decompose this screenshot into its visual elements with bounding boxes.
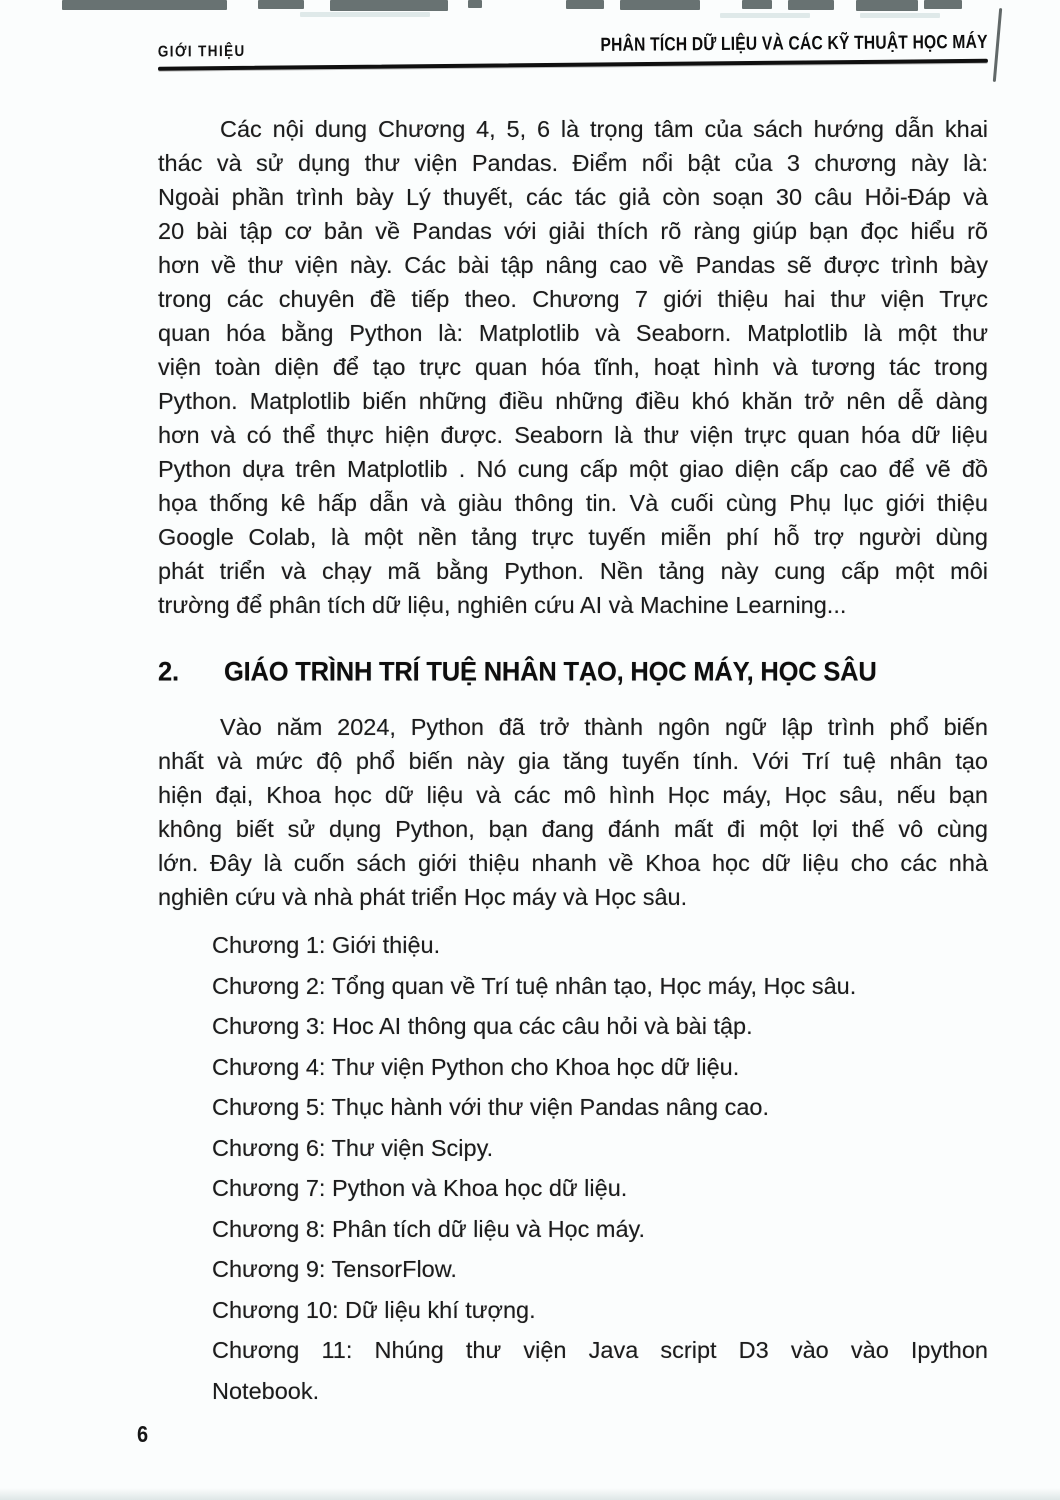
page-number: 6	[137, 1422, 149, 1448]
chapter-list-item: Chương 11: Nhúng thư viện Java script D3 vào vào Ipython	[212, 1337, 988, 1363]
section-title: GIÁO TRÌNH TRÍ TUỆ NHÂN TẠO, HỌC MÁY, HỌC SÂU	[224, 657, 877, 687]
running-header	[158, 33, 988, 70]
scan-artifact-bar	[566, 0, 604, 9]
page-body	[158, 112, 988, 1414]
header-book-title: PHÂN TÍCH DỮ LIỆU VÀ CÁC KỸ THUẬT HỌC MÁY	[600, 31, 988, 56]
chapter-list-item: Notebook.	[212, 1377, 320, 1404]
scan-artifact-bar	[788, 0, 834, 10]
paragraph-line: Các nội dung Chương 4, 5, 6 là trọng tâm của sách hướng dẫn khai	[220, 116, 988, 142]
chapter-list-item: Chương 5: Thục hành với thư viện Pandas nâng cao.	[212, 1094, 770, 1120]
section-heading	[158, 653, 988, 691]
scan-artifact-bar	[330, 0, 448, 11]
intro-paragraph	[158, 112, 988, 622]
scan-artifact-bar	[924, 0, 962, 9]
scan-artifact-bar	[468, 0, 482, 8]
section-paragraph	[158, 710, 988, 914]
scan-artifact-bar	[720, 13, 810, 18]
paragraph-line: Python. Matplotlib biến những điều những điều khó khăn trở nên dễ dàng	[158, 388, 988, 414]
paragraph-line: Ngoài phần trình bày Lý thuyết, các tác giả còn soạn 30 câu Hỏi-Đáp và	[158, 184, 988, 210]
chapter-list-item: Chương 10: Dữ liệu khí tượng.	[212, 1296, 536, 1323]
paragraph-line: nhất và mức độ phổ biến này gia tăng tuyến tính. Với Trí tuệ nhân tạo	[158, 748, 988, 774]
chapter-list-item: Chương 6: Thư viện Scipy.	[212, 1134, 494, 1161]
header-section-title: GIỚI THIỆU	[157, 42, 246, 61]
paragraph-line: phát triển và chạy mã bằng Python. Nền tảng này cung cấp một môi	[158, 558, 988, 584]
scan-artifact-bar	[300, 12, 430, 17]
scan-artifact-bar	[742, 0, 772, 9]
scan-artifact-bar	[62, 0, 227, 10]
paragraph-line: 20 bài tập cơ bản về Pandas với giải thích rõ ràng giúp bạn đọc hiểu rõ	[158, 218, 988, 244]
scan-top-edge-artifacts	[0, 0, 1060, 22]
paragraph-line: Vào năm 2024, Python đã trở thành ngôn ngữ lập trình phổ biến	[220, 714, 988, 740]
scan-artifact-bar	[856, 0, 918, 11]
paragraph-line: không biết sử dụng Python, bạn đang đánh mất đi một lợi thế vô cùng	[158, 816, 988, 842]
chapter-list-item: Chương 2: Tổng quan về Trí tuệ nhân tạo, Học máy, Học sâu.	[212, 972, 857, 999]
section-number: 2.	[158, 657, 179, 687]
chapter-list-item: Chương 1: Giới thiệu.	[212, 932, 441, 958]
paragraph-line: họa thống kê hấp dẫn và giàu thông tin. Và cuối cùng Phụ lục giới thiệu	[158, 490, 988, 516]
paragraph-line: Google Colab, là một nền tảng trực tuyến miễn phí hỗ trợ người dùng	[158, 524, 988, 550]
paragraph-line: nghiên cứu và nhà phát triển Học máy và Học sâu.	[158, 884, 688, 910]
paragraph-line: quan hóa bằng Python là: Matplotlib và Seaborn. Matplotlib là một thư	[158, 320, 988, 346]
paragraph-line: viện toàn diện để tạo trực quan hóa tĩnh, hoạt hình và tương tác trong	[158, 354, 988, 380]
chapter-list-item: Chương 7: Python và Khoa học dữ liệu.	[212, 1175, 628, 1201]
scan-artifact-bar	[258, 0, 304, 9]
paragraph-line: thác và sử dụng thư viện Pandas. Điểm nổi bật của 3 chương này là:	[158, 150, 988, 176]
paragraph-line: trường để phân tích dữ liệu, nghiên cứu AI và Machine Learning...	[158, 592, 847, 618]
scan-artifact-bar	[620, 0, 700, 10]
paragraph-line: hiện đại, Khoa học dữ liệu và các mô hình Học máy, Học sâu, nếu bạn	[158, 782, 988, 808]
paragraph-line: Python dựa trên Matplotlib . Nó cung cấp một giao diện cấp cao để vẽ đồ	[158, 456, 988, 482]
paragraph-line: lớn. Đây là cuốn sách giới thiệu nhanh về Khoa học dữ liệu cho các nhà	[158, 850, 988, 876]
chapter-list	[158, 928, 988, 1408]
paragraph-line: hơn về thư viện này. Các bài tập nâng cao về Pandas sẽ được trình bày	[158, 252, 988, 278]
paragraph-line: hơn và có thể thực hiện được. Seaborn là thư viện trực quan hóa dữ liệu	[158, 422, 988, 448]
chapter-list-item: Chương 4: Thư viện Python cho Khoa học dữ liệu.	[212, 1053, 740, 1080]
chapter-list-item: Chương 8: Phân tích dữ liệu và Học máy.	[212, 1215, 646, 1242]
scan-artifact-bar	[860, 13, 940, 18]
chapter-list-item: Chương 9: TensorFlow.	[212, 1256, 457, 1282]
scan-bottom-edge-shadow	[0, 1488, 1060, 1500]
paragraph-line: trong các chuyên đề tiếp theo. Chương 7 giới thiệu hai thư viện Trực	[158, 286, 988, 312]
chapter-list-item: Chương 3: Hoc AI thông qua các câu hỏi và bài tập.	[212, 1013, 753, 1039]
